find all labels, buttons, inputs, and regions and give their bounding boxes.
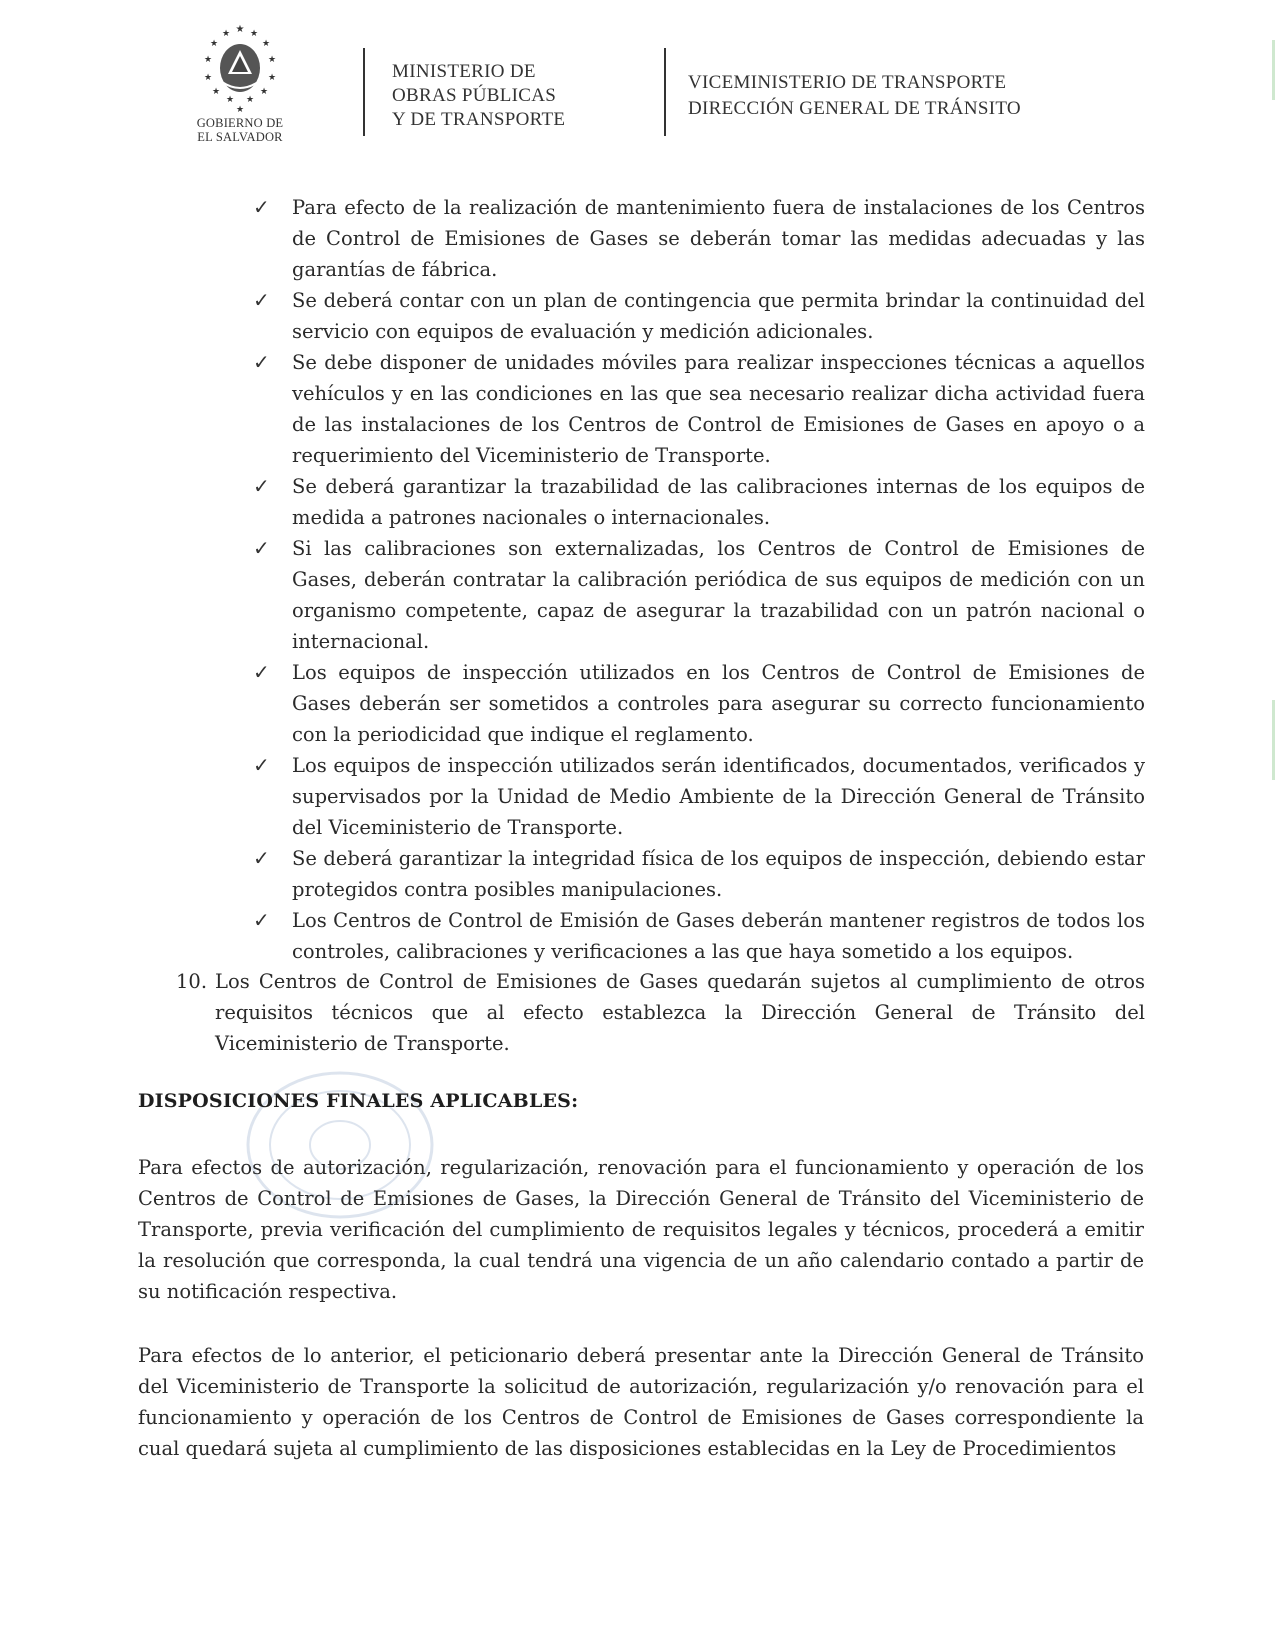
letterhead (0, 0, 1275, 150)
list-item-text: Los Centros de Control de Emisión de Gases deberán mantener registros de todos los controles, calibraciones y verificaciones a las que haya sometido a los equipos. (292, 909, 1145, 963)
header-divider (664, 48, 666, 136)
svg-text:★: ★ (249, 29, 259, 39)
paragraph: Para efectos de lo anterior, el peticionario deberá presentar ante la Dirección General de Tránsito del Viceministerio de Transporte la solicitud de autorización, regularización y/o renovación para el funcionamiento y operación de los Centros de Control de Emisiones de Gases correspondiente la cual quedará sujeta al cumplimiento de las disposiciones establecidas en la Ley de Procedimientos (138, 1344, 1144, 1460)
list-item (250, 905, 1145, 967)
paragraph: Para efectos de autorización, regularización, renovación para el funcionamiento y operación de los Centros de Control de Emisiones de Gases, la Dirección General de Tránsito del Viceministerio de Transporte, previa verificación del cumplimiento de requisitos legales y técnicos, procederá a emitir la resolución que corresponda, la cual tendrá una vigencia de un año calendario contado a partir de su notificación respectiva. (138, 1156, 1144, 1303)
svg-text:★: ★ (235, 24, 245, 35)
checkmark-icon: ✓ (253, 846, 270, 870)
coat-of-arms-icon (192, 20, 288, 116)
ministry-name (392, 60, 565, 132)
svg-text:★: ★ (267, 55, 277, 65)
ministry-line-3: Y DE TRANSPORTE (392, 109, 566, 130)
svg-text:★: ★ (203, 55, 213, 65)
list-item-text: Para efecto de la realización de mantenimiento fuera de instalaciones de los Centros de Control de Emisiones de Gases se deberán tomar las medidas adecuadas y las garantías de fábrica. (292, 196, 1145, 281)
checkmark-icon: ✓ (253, 288, 270, 312)
gov-line-2: EL SALVADOR (197, 130, 283, 144)
list-item (250, 843, 1145, 905)
checkmark-icon: ✓ (253, 474, 270, 498)
checkmark-icon: ✓ (253, 753, 270, 777)
list-item-text: Si las calibraciones son externalizadas, los Centros de Control de Emisiones de Gases, deberán contratar la calibración periódica de sus equipos de medición con un organismo competente, capaz de asegurar la trazabilidad con un patrón nacional o internacional. (292, 537, 1145, 653)
vice-ministry-name (688, 70, 1021, 122)
ministry-line-2: OBRAS PÚBLICAS (392, 85, 557, 106)
list-item (250, 533, 1145, 657)
svg-text:★: ★ (221, 29, 231, 39)
list-item-text: Los equipos de inspección utilizados serán identificados, documentados, verificados y supervisados por la Unidad de Medio Ambiente de la Dirección General de Tránsito del Viceministerio de Transporte. (292, 754, 1145, 839)
government-logo (180, 20, 300, 144)
checkmark-icon: ✓ (253, 350, 270, 374)
item-number: 10. (176, 970, 208, 993)
svg-text:★: ★ (235, 105, 245, 115)
ministry-line-1: MINISTERIO DE (392, 61, 536, 82)
numbered-item-10 (176, 966, 1145, 1059)
svg-text:★: ★ (267, 73, 277, 83)
checkmark-icon: ✓ (253, 195, 270, 219)
list-item-text: Los equipos de inspección utilizados en los Centros de Control de Emisiones de Gases deberán ser sometidos a controles para asegurar su correcto funcionamiento con la periodicidad que indique el reglamento. (292, 661, 1145, 746)
list-item (250, 750, 1145, 843)
svg-text:★: ★ (203, 73, 213, 83)
list-item-text: Se deberá contar con un plan de contingencia que permita brindar la continuidad del servicio con equipos de evaluación y medición adicionales. (292, 289, 1145, 343)
list-item (250, 285, 1145, 347)
checkmark-icon: ✓ (253, 908, 270, 932)
gov-line-1: GOBIERNO DE (196, 116, 284, 130)
svg-text:★: ★ (209, 39, 219, 49)
list-item (250, 192, 1145, 285)
list-item (250, 471, 1145, 533)
svg-text:★: ★ (225, 95, 235, 105)
header-divider (363, 48, 365, 136)
svg-text:★: ★ (259, 87, 269, 97)
svg-text:★: ★ (245, 95, 255, 105)
svg-text:★: ★ (211, 87, 221, 97)
list-item (250, 657, 1145, 750)
svg-text:★: ★ (261, 39, 271, 49)
checkmark-icon: ✓ (253, 536, 270, 560)
item-text: Los Centros de Control de Emisiones de Gases quedarán sujetos al cumplimiento de otros requisitos técnicos que al efecto establezca la Dirección General de Tránsito del Viceministerio de Transporte. (215, 970, 1145, 1055)
vice-line-2: DIRECCIÓN GENERAL DE TRÁNSITO (688, 98, 1021, 119)
list-item-text: Se debe disponer de unidades móviles para realizar inspecciones técnicas a aquellos vehículos y en las condiciones en las que sea necesario realizar dicha actividad fuera de las instalaciones de los Centros de Control de Emisiones de Gases en apoyo o a requerimiento del Viceministerio de Transporte. (292, 351, 1145, 467)
list-item-text: Se deberá garantizar la trazabilidad de las calibraciones internas de los equipos de medida a patrones nacionales o internacionales. (292, 475, 1145, 529)
requirements-list (250, 192, 1145, 967)
checkmark-icon: ✓ (253, 660, 270, 684)
vice-line-1: VICEMINISTERIO DE TRANSPORTE (688, 72, 1007, 93)
section-title: DISPOSICIONES FINALES APLICABLES: (138, 1090, 579, 1112)
list-item (250, 347, 1145, 471)
list-item-text: Se deberá garantizar la integridad física de los equipos de inspección, debiendo estar protegidos contra posibles manipulaciones. (292, 847, 1145, 901)
